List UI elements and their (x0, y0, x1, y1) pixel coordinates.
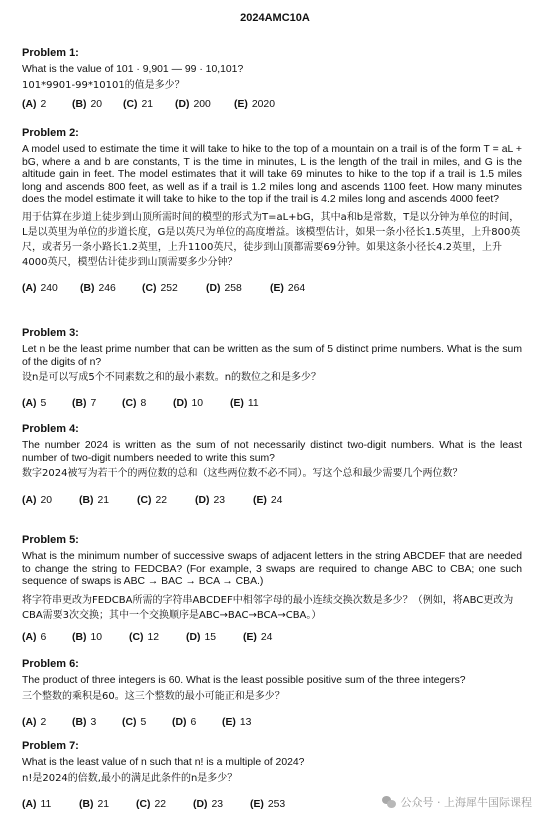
answer-choices (22, 631, 522, 644)
answer-choices (22, 397, 522, 410)
problem-text-zh: 设n是可以写成5个不同素数之和的最小素数。n的数位之和是多少？ (22, 372, 322, 384)
problem-text-zh: n!是2024的倍数,最小的满足此条件的n是多少？ (22, 772, 238, 784)
problem-5 (22, 534, 522, 644)
choice-a: (A) 240 (22, 282, 58, 294)
choice-c: (C) 252 (142, 282, 178, 294)
choice-c: (C) 22 (136, 798, 166, 810)
choice-a: (A) 2 (22, 716, 47, 728)
problem-title: Problem 4: (22, 423, 79, 435)
problem-text-en: What is the minimum number of successive swaps of adjacent letters in the string ABCDEF that are needed to change the string to FEDCBA? (For example, 3 swaps are required to change ABC to CBA; one such sequence of swaps is ABC → BAC → BCA → CBA.) (22, 551, 522, 588)
choice-e: (E) 2020 (234, 98, 275, 110)
choice-d: (D) 258 (206, 282, 242, 294)
choice-b: (B) 21 (79, 798, 109, 810)
page-title: 2024AMC10A (240, 12, 310, 24)
choice-c: (C) 22 (137, 495, 167, 507)
choice-c: (C) 8 (122, 398, 147, 410)
problem-3 (22, 327, 522, 410)
choice-d: (D) 23 (195, 495, 225, 507)
choice-e: (E) 11 (230, 398, 259, 410)
problem-text-zh: 数字2024被写为若干个的两位数的总和（这些两位数不必不同）。写这个总和最少需要几个两位数？ (22, 468, 463, 480)
choice-d: (D) 15 (186, 631, 216, 643)
choice-a: (A) 20 (22, 495, 52, 507)
choice-b: (B) 7 (72, 398, 97, 410)
problem-title: Problem 1: (22, 47, 79, 59)
choice-a: (A) 6 (22, 631, 47, 643)
choice-d: (D) 23 (193, 798, 223, 810)
choice-a: (A) 11 (22, 798, 52, 810)
problem-text-zh: 三个整数的乘积是60。这三个整数的最小可能正和是多少？ (22, 690, 285, 702)
problem-title: Problem 2: (22, 127, 79, 139)
problem-text-en: Let n be the least prime number that can be written as the sum of 5 distinct prime numbers. What is the sum of the digits of n? (22, 344, 522, 368)
problem-text-en: The number 2024 is written as the sum of not necessarily distinct two-digit numbers. What is the least number of two-digit numbers needed to write this sum? (22, 440, 522, 464)
choice-a: (A) 5 (22, 398, 47, 410)
problem-6 (22, 658, 522, 729)
problem-title: Problem 5: (22, 534, 79, 546)
problem-title: Problem 6: (22, 658, 79, 670)
problem-text-zh: 101*9901-99*10101的值是多少？ (22, 79, 185, 91)
answer-choices (22, 282, 522, 295)
choice-b: (B) 21 (79, 495, 109, 507)
choice-c: (C) 12 (129, 631, 159, 643)
choice-b: (B) 20 (72, 98, 102, 110)
answer-choices (22, 494, 522, 507)
problem-text-en: The product of three integers is 60. What is the least possible positive sum of the three integers? (22, 675, 466, 686)
problem-text-en: What is the least value of n such that n! is a multiple of 2024? (22, 757, 305, 768)
choice-a: (A) 2 (22, 98, 47, 110)
problem-text-en: What is the value of 101 · 9,901 — 99 · 10,101? (22, 64, 244, 75)
problem-4 (22, 423, 522, 507)
choice-b: (B) 3 (72, 716, 97, 728)
choice-d: (D) 200 (175, 98, 211, 110)
watermark-text: 公众号 · 上海犀牛国际课程 (400, 796, 532, 809)
answer-choices (22, 98, 522, 111)
choice-b: (B) 10 (72, 631, 102, 643)
answer-choices (22, 716, 522, 729)
choice-d: (D) 10 (173, 398, 203, 410)
problem-1 (22, 47, 522, 111)
watermark (382, 794, 533, 810)
choice-e: (E) 253 (250, 798, 286, 810)
problem-title: Problem 7: (22, 740, 79, 752)
choice-e: (E) 24 (253, 495, 283, 507)
wechat-icon (382, 796, 396, 808)
choice-b: (B) 246 (80, 282, 116, 294)
choice-c: (C) 5 (122, 716, 147, 728)
problem-text-en: A model used to estimate the time it will take to hike to the top of a mountain on a trail is of the form T = aL + bG, where a and b are constants, T is the time in minutes, L is the length of the trail in miles, and G is the altitude gain in feet. The model estimates that it will take 69 minutes to hike to the top if a trail is 1.5 miles long and ascends 800 feet, as well as if a trail is 1.2 miles long and ascends 1100 feet. How many minutes does the model estimate it will take to hike to the top if the trail is 4.2 miles long and ascends 4000 feet? (22, 144, 522, 206)
problem-text-zh: 用于估算在步道上徒步到山顶所需时间的模型的形式为T=aL+bG，其中a和b是常数，T是以分钟为单位的时间，L是以英里为单位的步道长度，G是以英尺为单位的高度增益。该模型估计，如果一条小径长1.5英里，上升800英尺，或者另一条小路长1.2英里，上升1100英尺，徒步到山顶都需要69分钟。如果这条小径长4.2英里，上升4000英尺，模型估计徒步到山顶需要多少分钟？ (22, 211, 521, 268)
problem-2 (22, 127, 522, 295)
choice-c: (C) 21 (123, 98, 153, 110)
problem-text-zh: 将字符串更改为FEDCBA所需的字符串ABCDEF中相邻字母的最小连续交换次数是多少？（例如，将ABC更改为CBA需要3次交换；其中一个交换顺序是ABC→BAC→BCA→CBA。） (22, 594, 514, 621)
choice-e: (E) 24 (243, 631, 273, 643)
choice-d: (D) 6 (172, 716, 197, 728)
choice-e: (E) 264 (270, 282, 306, 294)
problem-title: Problem 3: (22, 327, 79, 339)
choice-e: (E) 13 (222, 716, 252, 728)
